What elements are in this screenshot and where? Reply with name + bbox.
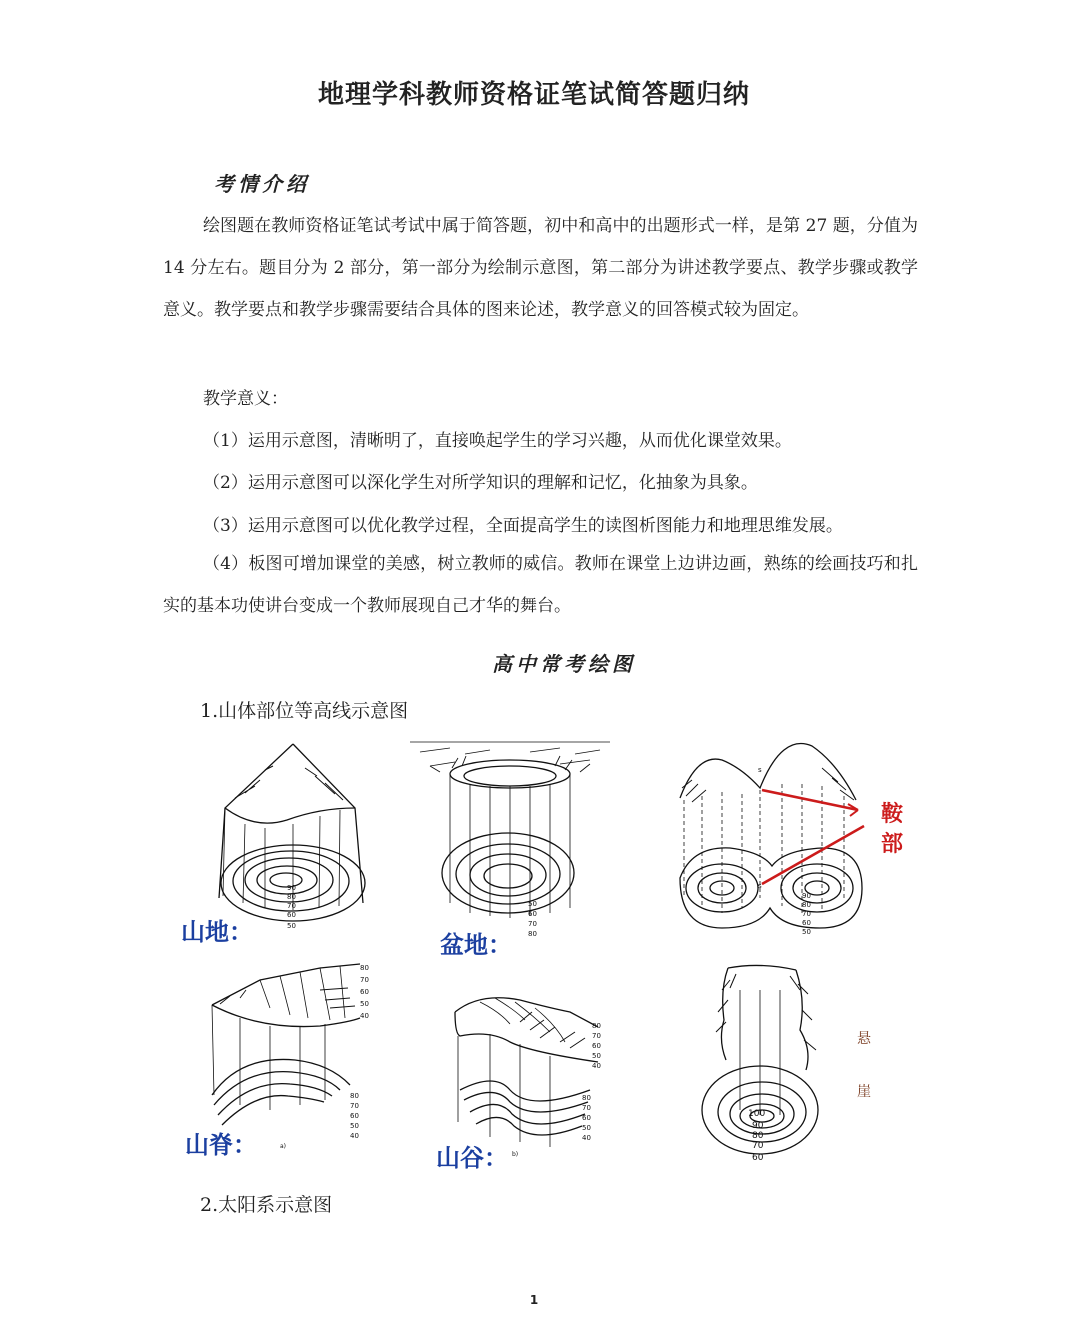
mountain-caption: 山地： [181, 918, 253, 946]
valley-contour-label: 80 [592, 1022, 601, 1030]
mountain-contour-label: 50 [287, 922, 296, 930]
valley-contour-label: 40 [582, 1134, 591, 1142]
cliff-contour-label: 90 [752, 1121, 764, 1131]
saddle-contour-label: 70 [802, 910, 811, 918]
valley-contour-label: 70 [582, 1104, 591, 1112]
ridge-sublabel: a) [280, 1143, 287, 1150]
intro-heading: 考情介绍 [214, 172, 310, 196]
saddle-label-char: 部 [880, 832, 903, 857]
cliff-contour-label: 60 [752, 1153, 764, 1163]
page-number: 1 [529, 1293, 539, 1307]
ridge-contour-label: 40 [360, 1012, 369, 1020]
valley-sublabel: b) [512, 1151, 519, 1158]
basin-figure [410, 738, 610, 948]
saddle-point-mark: s [758, 882, 762, 890]
basin-contour-label: 50 [528, 900, 537, 908]
meaning-item-2: （2）运用示意图可以深化学生对所学知识的理解和记忆，化抽象为具象。 [203, 473, 758, 493]
cliff-label-char: 悬 [857, 1031, 871, 1047]
valley-figure [440, 972, 610, 1162]
ridge-contour-label: 80 [350, 1092, 359, 1100]
valley-contour-label: 50 [592, 1052, 601, 1060]
basin-contour-label: 80 [528, 930, 537, 938]
ridge-contour-label: 50 [360, 1000, 369, 1008]
saddle-point-mark: s [758, 766, 762, 774]
ridge-contour-label: 70 [360, 976, 369, 984]
item-2-title: 2.太阳系示意图 [200, 1194, 333, 1216]
valley-contour-label: 80 [582, 1094, 591, 1102]
saddle-contour-label: 50 [802, 928, 811, 936]
saddle-label-char: 鞍 [880, 802, 903, 827]
saddle-label [878, 800, 906, 860]
ridge-contour-label: 60 [360, 988, 369, 996]
meaning-item-4: （4）板图可增加课堂的美感，树立教师的威信。教师在课堂上边讲边画，熟练的绘画技巧和扎实的基本功使讲台变成一个教师展现自己才华的舞台。 [163, 554, 918, 616]
cliff-contour-label: 100 [748, 1109, 766, 1119]
section-heading: 高中常考绘图 [492, 652, 636, 676]
cliff-contour-label: 80 [752, 1131, 764, 1141]
ridge-contour-label: 70 [350, 1102, 359, 1110]
saddle-contour-label: 90 [802, 892, 811, 900]
basin-contour-label: 70 [528, 920, 537, 928]
teaching-meaning-label: 教学意义： [203, 389, 288, 409]
ridge-contour-label: 80 [360, 964, 369, 972]
ridge-contour-label: 40 [350, 1132, 359, 1140]
intro-paragraph: 绘图题在教师资格证笔试考试中属于简答题，初中和高中的出题形式一样，是第 27 题，分值为 14 分左右。题目分为 2 部分，第一部分为绘制示意图，第二部分为讲述教学要点、教学步骤或教学意义。教学要点和教学步骤需要结合具体的图来论述，教学意义的回答模式较为固定。 [163, 216, 918, 320]
saddle-contour-label: 60 [802, 919, 811, 927]
ridge-caption: 山脊： [185, 1131, 257, 1159]
cliff-contour-label: 70 [752, 1141, 764, 1151]
page-title: 地理学科教师资格证笔试简答题归纳 [317, 80, 750, 110]
meaning-item-1: （1）运用示意图，清晰明了，直接唤起学生的学习兴趣，从而优化课堂效果。 [203, 431, 792, 451]
mountain-contour-label: 90 [287, 884, 296, 892]
mountain-contour-label: 60 [287, 911, 296, 919]
basin-caption: 盆地： [440, 931, 512, 959]
valley-contour-label: 60 [582, 1114, 591, 1122]
cliff-figure [700, 960, 840, 1170]
valley-contour-label: 70 [592, 1032, 601, 1040]
ridge-contour-label: 50 [350, 1122, 359, 1130]
valley-contour-label: 50 [582, 1124, 591, 1132]
valley-caption: 山谷： [436, 1144, 508, 1172]
valley-contour-label: 40 [592, 1062, 601, 1070]
basin-contour-label: 60 [528, 910, 537, 918]
saddle-contour-label: 80 [802, 901, 811, 909]
mountain-figure [205, 738, 385, 938]
item-1-title: 1.山体部位等高线示意图 [200, 700, 409, 722]
mountain-contour-label: 70 [287, 902, 296, 910]
cliff-label-char: 崖 [857, 1084, 871, 1100]
meaning-item-3: （3）运用示意图可以优化教学过程，全面提高学生的读图析图能力和地理思维发展。 [203, 516, 843, 536]
saddle-figure [672, 738, 872, 938]
valley-contour-label: 60 [592, 1042, 601, 1050]
ridge-contour-label: 60 [350, 1112, 359, 1120]
mountain-contour-label: 80 [287, 893, 296, 901]
